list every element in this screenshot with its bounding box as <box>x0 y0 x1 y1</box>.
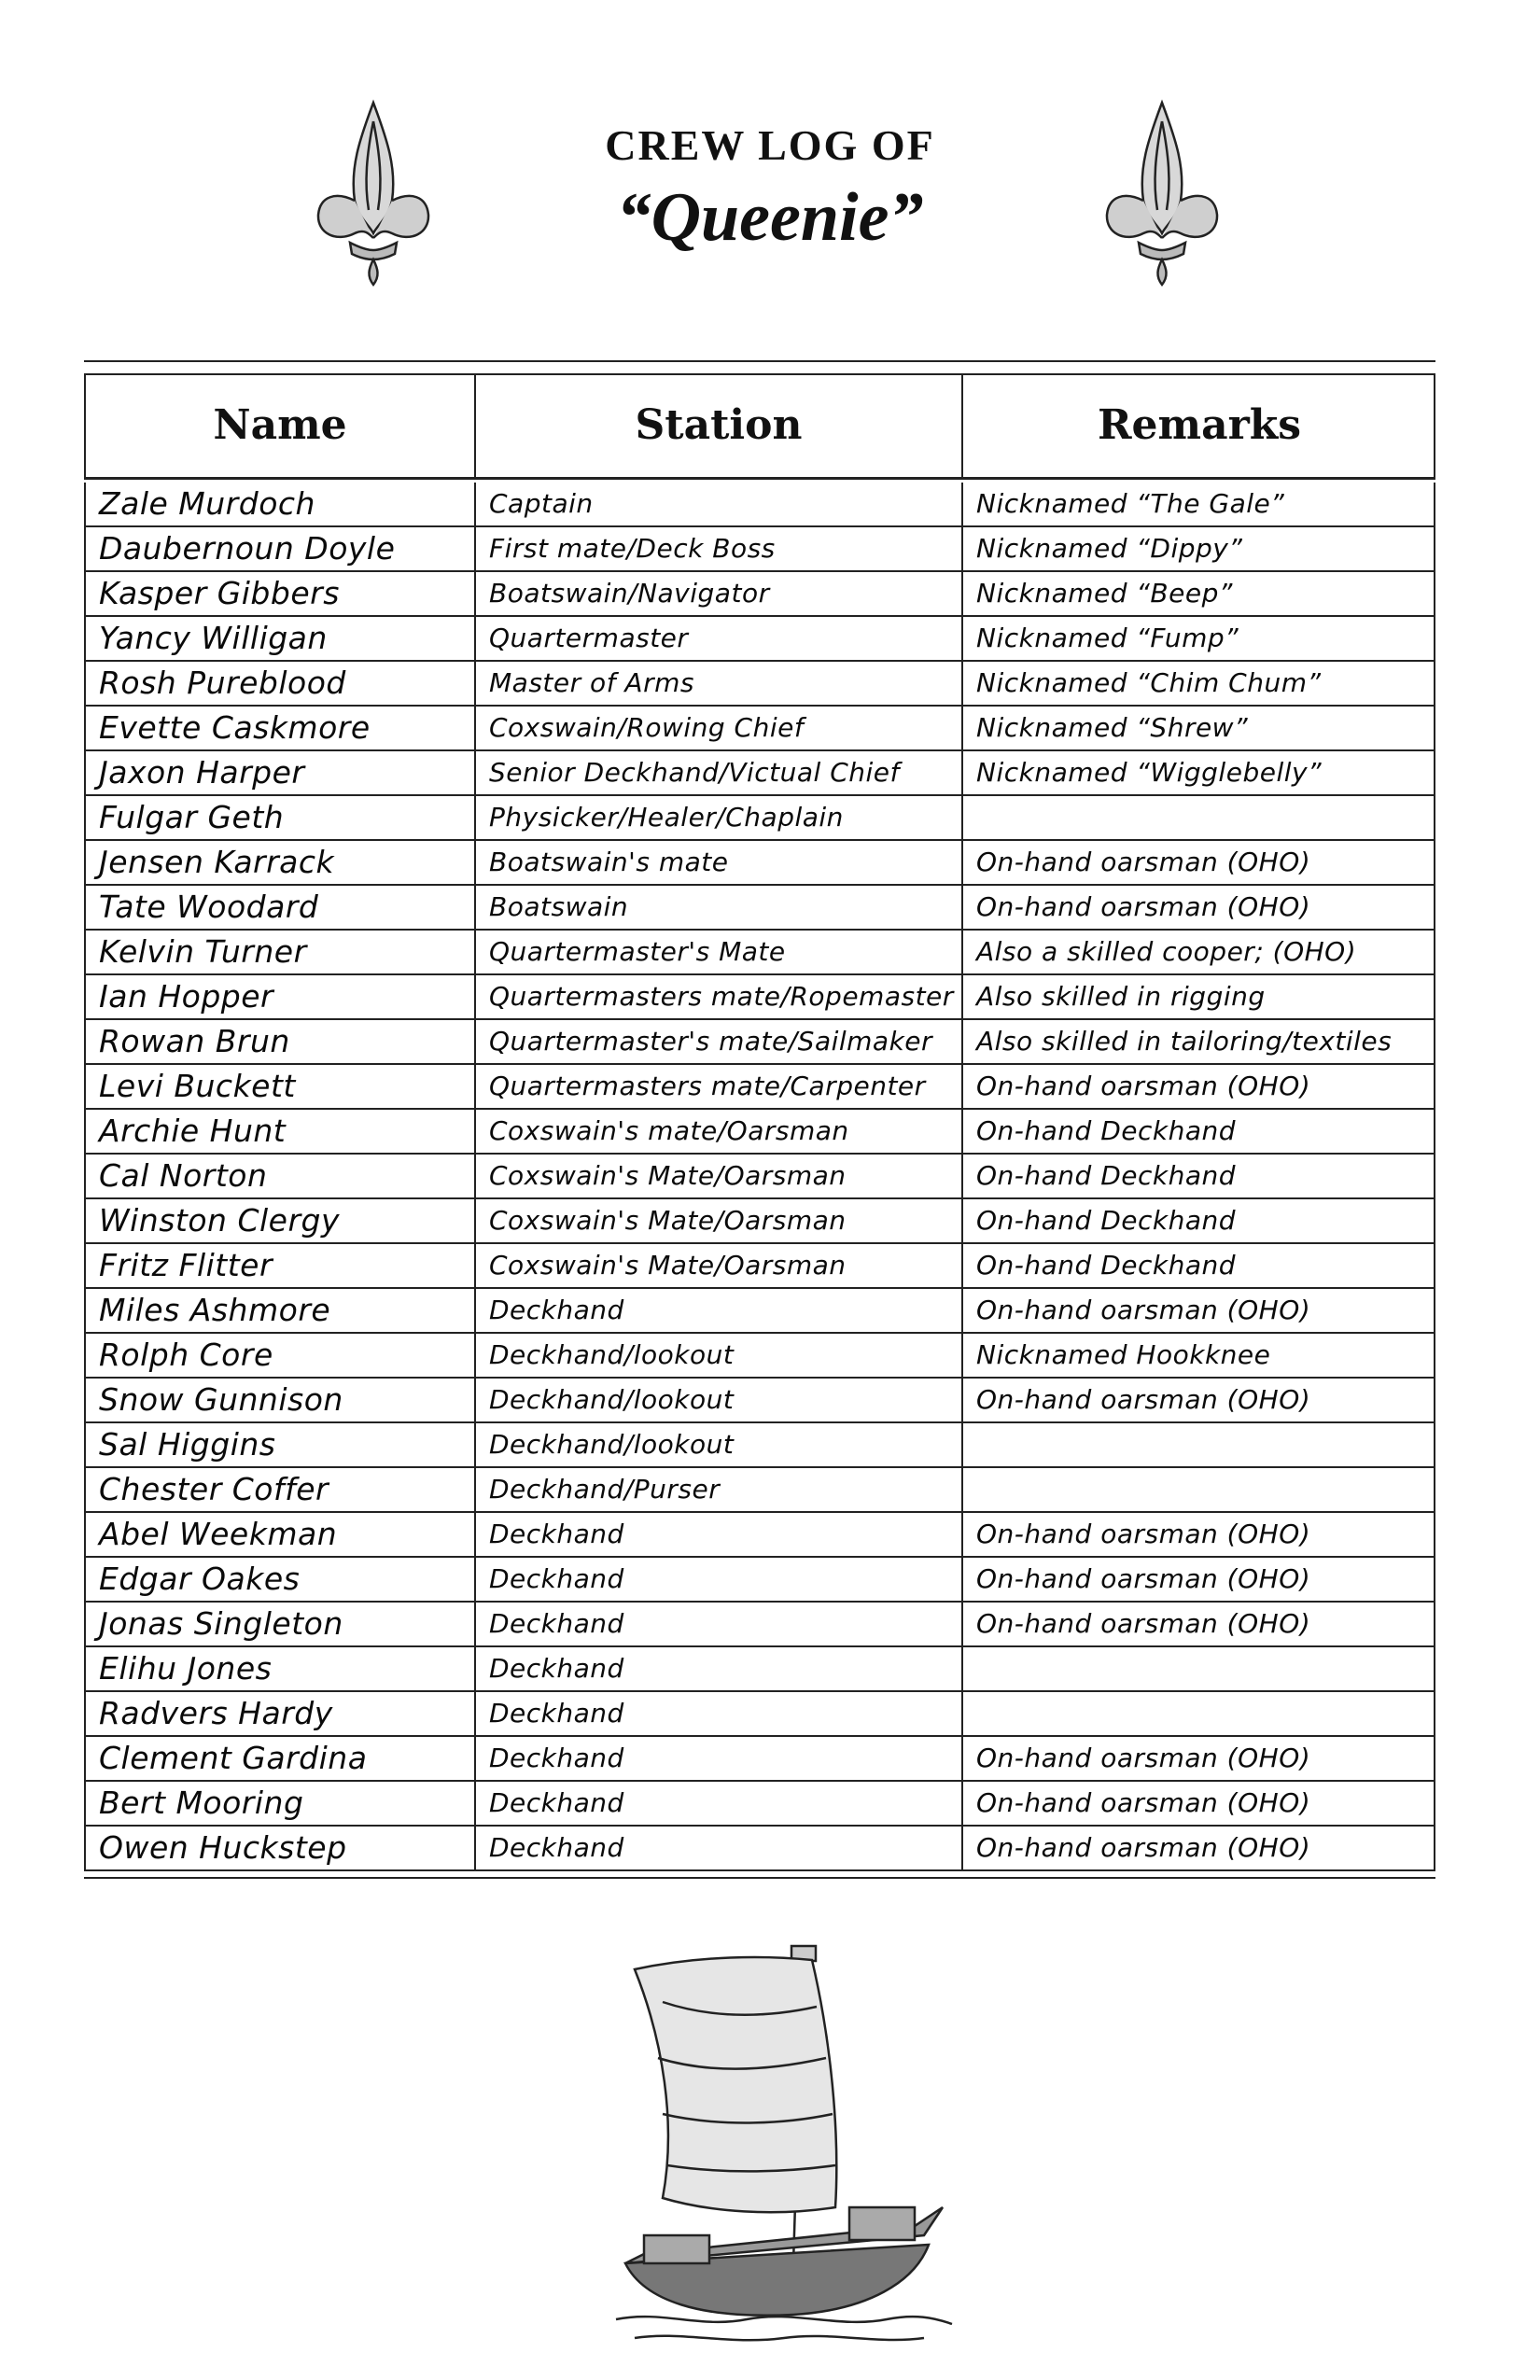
crew-remarks-cell: On-hand oarsman (OHO) <box>976 1608 1311 1639</box>
table-row <box>84 483 1435 527</box>
crew-remarks-cell: On-hand oarsman (OHO) <box>976 1295 1311 1325</box>
crew-station-cell: Coxswain's Mate/Oarsman <box>476 1155 963 1197</box>
crew-station-cell: Quartermaster's Mate <box>476 931 963 973</box>
crew-name-cell: Zale Murdoch <box>86 483 476 525</box>
table-row <box>84 796 1435 841</box>
crew-name-cell: Winston Clergy <box>86 1199 476 1242</box>
crew-name-cell: Yancy Willigan <box>86 617 476 660</box>
crew-name-cell: Rosh Pureblood <box>86 662 476 705</box>
crew-station-cell: Quartermasters mate/Ropemaster <box>476 975 963 1018</box>
crew-remarks-cell: On-hand oarsman (OHO) <box>976 1787 1311 1818</box>
crew-name-cell: Evette Caskmore <box>86 707 476 749</box>
crew-name-cell: Edgar Oakes <box>86 1558 476 1601</box>
crew-remarks-cell: Nicknamed “The Gale” <box>976 488 1285 519</box>
crew-name-cell: Cal Norton <box>86 1155 476 1197</box>
crew-station-cell: Senior Deckhand/Victual Chief <box>476 751 963 794</box>
crew-name-cell: Bert Mooring <box>86 1782 476 1825</box>
crew-remarks-cell: Nicknamed “Wigglebelly” <box>976 757 1323 788</box>
sailing-ship-icon <box>607 1927 961 2357</box>
crew-name-cell: Fritz Flitter <box>86 1244 476 1287</box>
crew-name-cell: Jaxon Harper <box>86 751 476 794</box>
table-row <box>84 1782 1435 1827</box>
title-ship-name: “Queenie” <box>616 179 924 256</box>
crew-remarks-cell: Nicknamed “Chim Chum” <box>976 667 1322 698</box>
crew-name-cell: Snow Gunnison <box>86 1379 476 1421</box>
crew-station-cell: Deckhand <box>476 1558 963 1601</box>
crew-name-cell: Sal Higgins <box>86 1423 476 1466</box>
crew-station-cell: Captain <box>476 483 963 525</box>
crew-station-cell: Physicker/Healer/Chaplain <box>476 796 963 839</box>
crew-remarks-cell <box>963 1468 1435 1511</box>
crew-remarks-cell: On-hand oarsman (OHO) <box>976 891 1311 922</box>
crew-station-cell: Deckhand <box>476 1647 963 1690</box>
crew-name-cell: Clement Gardina <box>86 1737 476 1780</box>
crew-station-cell: Deckhand <box>476 1737 963 1780</box>
table-row <box>84 1513 1435 1558</box>
table-row <box>84 1379 1435 1423</box>
crew-remarks-cell: On-hand oarsman (OHO) <box>976 1071 1311 1101</box>
crew-station-cell: Deckhand <box>476 1603 963 1645</box>
crew-station-cell: Boatswain/Navigator <box>476 572 963 615</box>
crew-station-cell: Quartermaster <box>476 617 963 660</box>
crew-remarks-cell: On-hand oarsman (OHO) <box>976 847 1311 877</box>
crew-station-cell: Master of Arms <box>476 662 963 705</box>
crew-remarks-cell <box>963 1692 1435 1735</box>
table-row <box>84 1692 1435 1737</box>
crew-station-cell: Deckhand <box>476 1692 963 1735</box>
table-bottom-rule <box>84 1877 1435 1879</box>
column-header-station: Station <box>476 373 963 477</box>
crew-remarks-cell: Nicknamed Hookknee <box>976 1339 1271 1370</box>
table-row <box>84 1020 1435 1065</box>
table-top-rule <box>84 360 1435 362</box>
crew-name-cell: Kelvin Turner <box>86 931 476 973</box>
crew-remarks-cell: On-hand oarsman (OHO) <box>976 1384 1311 1415</box>
crew-remarks-cell: Also a skilled cooper; (OHO) <box>976 936 1357 967</box>
table-row <box>84 931 1435 975</box>
page-title <box>0 119 1540 259</box>
crew-name-cell: Fulgar Geth <box>86 796 476 839</box>
crew-remarks-cell: On-hand Deckhand <box>976 1160 1237 1191</box>
crew-name-cell: Archie Hunt <box>86 1110 476 1153</box>
crew-remarks-cell: Nicknamed “Beep” <box>976 578 1233 609</box>
table-row <box>84 527 1435 572</box>
crew-station-cell: Coxswain's Mate/Oarsman <box>476 1244 963 1287</box>
crew-station-cell: Deckhand <box>476 1289 963 1332</box>
crew-name-cell: Abel Weekman <box>86 1513 476 1556</box>
table-row <box>84 1468 1435 1513</box>
table-row <box>84 1110 1435 1155</box>
crew-remarks-cell: Nicknamed “Dippy” <box>976 533 1243 564</box>
crew-remarks-cell: On-hand oarsman (OHO) <box>976 1519 1311 1549</box>
table-row <box>84 1827 1435 1871</box>
crew-name-cell: Jensen Karrack <box>86 841 476 884</box>
crew-station-cell: Coxswain/Rowing Chief <box>476 707 963 749</box>
crew-station-cell: First mate/Deck Boss <box>476 527 963 570</box>
table-row <box>84 1737 1435 1782</box>
crew-remarks-cell <box>963 1423 1435 1466</box>
crew-name-cell: Rowan Brun <box>86 1020 476 1063</box>
crew-station-cell: Deckhand/lookout <box>476 1423 963 1466</box>
crew-remarks-cell <box>963 796 1435 839</box>
crew-station-cell: Quartermaster's mate/Sailmaker <box>476 1020 963 1063</box>
crew-name-cell: Levi Buckett <box>86 1065 476 1108</box>
crew-remarks-cell: Also skilled in tailoring/textiles <box>976 1026 1393 1057</box>
crew-station-cell: Deckhand <box>476 1782 963 1825</box>
table-row <box>84 1065 1435 1110</box>
table-row <box>84 1334 1435 1379</box>
crew-remarks-cell: On-hand oarsman (OHO) <box>976 1563 1311 1594</box>
crew-name-cell: Chester Coffer <box>86 1468 476 1511</box>
table-row <box>84 975 1435 1020</box>
table-row <box>84 886 1435 931</box>
crew-remarks-cell <box>963 1647 1435 1690</box>
table-row <box>84 1199 1435 1244</box>
crew-remarks-cell: On-hand Deckhand <box>976 1205 1237 1236</box>
column-header-remarks: Remarks <box>1097 401 1302 449</box>
crew-remarks-cell: On-hand Deckhand <box>976 1115 1237 1146</box>
crew-name-cell: Owen Huckstep <box>86 1827 476 1869</box>
crew-station-cell: Deckhand <box>476 1513 963 1556</box>
crew-remarks-cell: Nicknamed “Fump” <box>976 623 1239 653</box>
crew-station-cell: Deckhand/Purser <box>476 1468 963 1511</box>
crew-station-cell: Boatswain's mate <box>476 841 963 884</box>
crew-name-cell: Tate Woodard <box>86 886 476 929</box>
table-row <box>84 662 1435 707</box>
crew-station-cell: Coxswain's mate/Oarsman <box>476 1110 963 1153</box>
table-row <box>84 751 1435 796</box>
crew-remarks-cell: Nicknamed “Shrew” <box>976 712 1249 743</box>
crew-station-cell: Deckhand/lookout <box>476 1334 963 1377</box>
table-row <box>84 1289 1435 1334</box>
crew-name-cell: Elihu Jones <box>86 1647 476 1690</box>
table-row <box>84 617 1435 662</box>
crew-remarks-cell: On-hand Deckhand <box>976 1250 1237 1281</box>
table-row <box>84 572 1435 617</box>
table-row <box>84 1244 1435 1289</box>
crew-remarks-cell: On-hand oarsman (OHO) <box>976 1832 1311 1863</box>
crew-name-cell: Daubernoun Doyle <box>86 527 476 570</box>
crew-name-cell: Kasper Gibbers <box>86 572 476 615</box>
crew-station-cell: Quartermasters mate/Carpenter <box>476 1065 963 1108</box>
table-row <box>84 1155 1435 1199</box>
crew-remarks-cell: On-hand oarsman (OHO) <box>976 1743 1311 1773</box>
table-row <box>84 1558 1435 1603</box>
table-row <box>84 1423 1435 1468</box>
crew-name-cell: Radvers Hardy <box>86 1692 476 1735</box>
table-row <box>84 1603 1435 1647</box>
table-row <box>84 1647 1435 1692</box>
table-header-row <box>84 373 1435 480</box>
title-line-1: CREW LOG OF <box>605 121 935 169</box>
crew-station-cell: Boatswain <box>476 886 963 929</box>
table-row <box>84 707 1435 751</box>
crew-station-cell: Coxswain's Mate/Oarsman <box>476 1199 963 1242</box>
crew-name-cell: Jonas Singleton <box>86 1603 476 1645</box>
crew-name-cell: Rolph Core <box>86 1334 476 1377</box>
table-row <box>84 841 1435 886</box>
crew-station-cell: Deckhand/lookout <box>476 1379 963 1421</box>
column-header-name: Name <box>86 373 476 477</box>
crew-name-cell: Miles Ashmore <box>86 1289 476 1332</box>
crew-remarks-cell: Also skilled in rigging <box>976 981 1266 1012</box>
crew-name-cell: Ian Hopper <box>86 975 476 1018</box>
crew-station-cell: Deckhand <box>476 1827 963 1869</box>
